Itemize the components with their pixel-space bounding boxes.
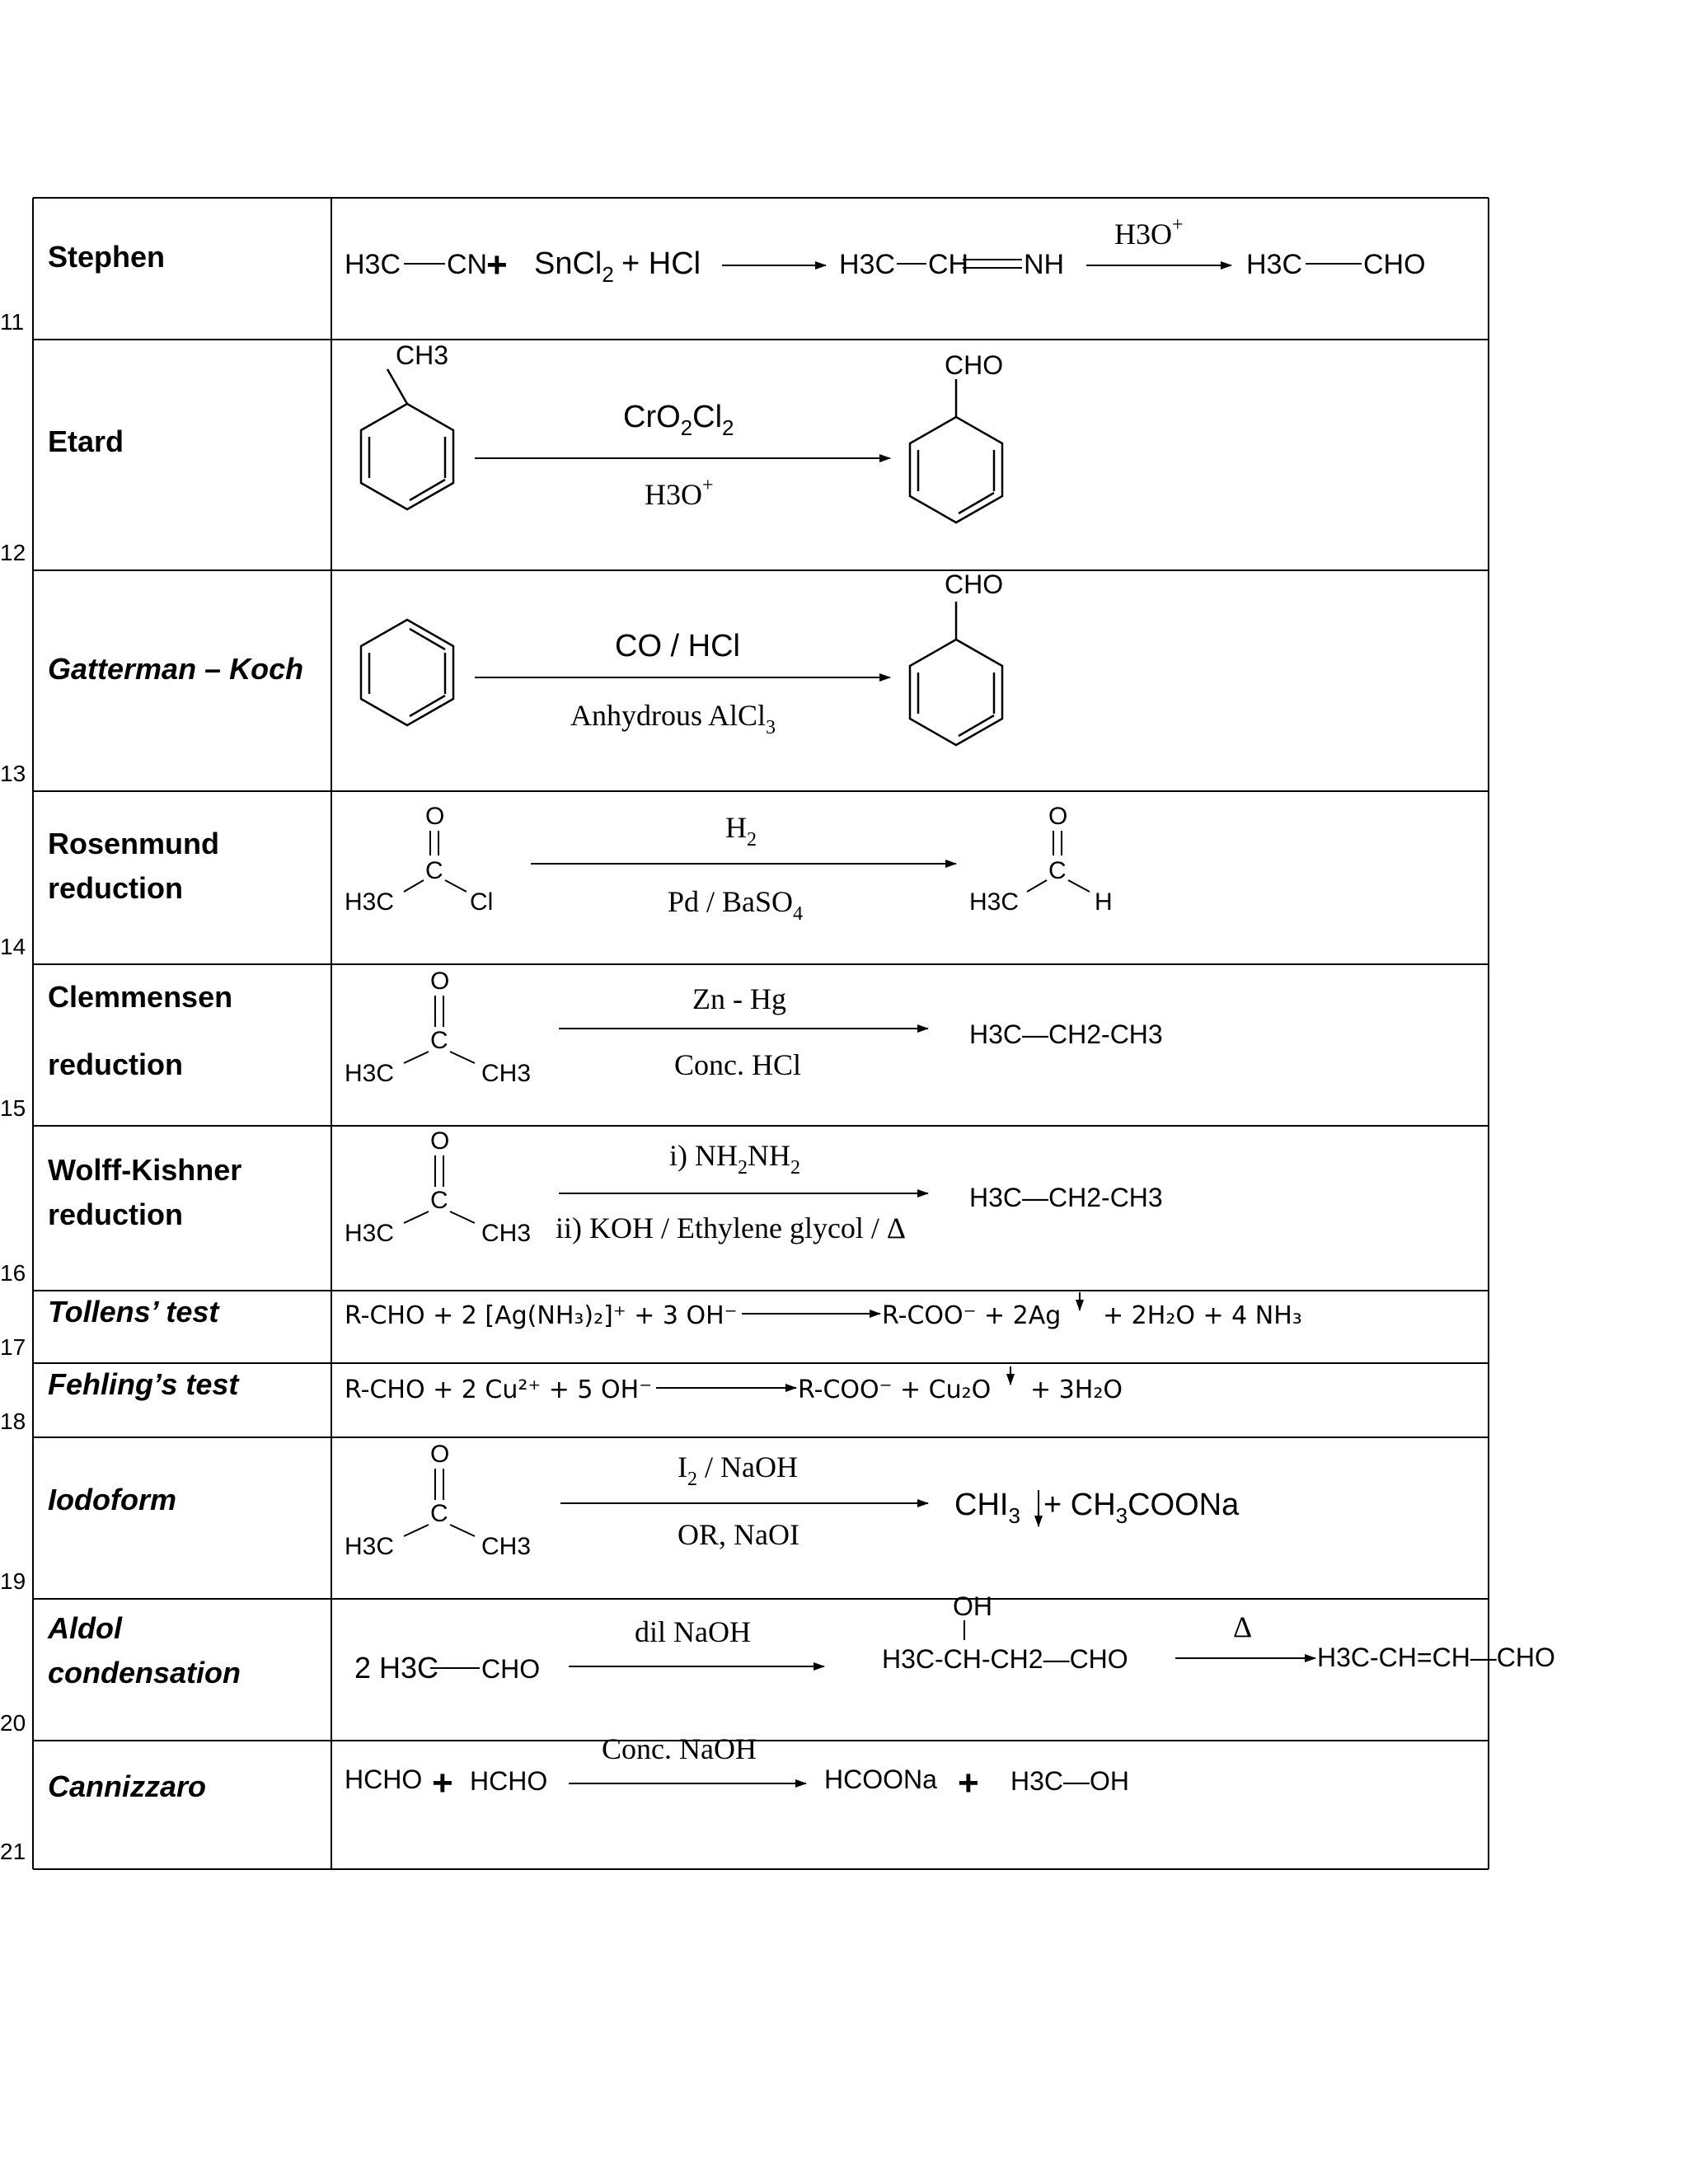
reagent: i) $NH_2NH_2$ bbox=[669, 1139, 800, 1179]
formula: H3C bbox=[345, 1220, 395, 1247]
formula: Cl bbox=[470, 888, 494, 916]
reaction-name: Wolff-Kishner bbox=[48, 1153, 242, 1187]
formula: H3C bbox=[345, 249, 401, 280]
row-number: 17 bbox=[0, 1334, 26, 1360]
formula: H bbox=[1095, 888, 1113, 916]
formula: CN bbox=[447, 249, 488, 280]
formula: H3C bbox=[1246, 249, 1303, 280]
reagent: CO / HCl bbox=[615, 629, 740, 663]
reaction-name: Tollens’ test bbox=[48, 1295, 219, 1329]
plus-sign: + bbox=[432, 1763, 453, 1803]
row-number: 21 bbox=[0, 1839, 26, 1864]
equation-clemmensen bbox=[345, 968, 1163, 1087]
reagent: Δ bbox=[1233, 1610, 1253, 1643]
substituent: CHO bbox=[945, 569, 1004, 599]
table-grid bbox=[33, 198, 1489, 1869]
reaction-name: Etard bbox=[48, 424, 124, 458]
reagent: Conc. NaOH bbox=[602, 1732, 757, 1765]
row-number: 16 bbox=[0, 1260, 26, 1286]
atom: C bbox=[430, 1500, 448, 1527]
reaction-name: reduction bbox=[48, 1047, 184, 1081]
formula: + 2H₂O + 4 NH₃ bbox=[1103, 1301, 1302, 1330]
row-number: 20 bbox=[0, 1710, 26, 1736]
row-number: 11 bbox=[0, 309, 25, 335]
equation-fehling bbox=[345, 1366, 1123, 1404]
equation-etard bbox=[361, 340, 1003, 523]
reaction-name: Fehling’s test bbox=[48, 1367, 239, 1401]
reaction-name: Rosenmund bbox=[48, 827, 220, 860]
product: H3C—CH2-CH3 bbox=[969, 1019, 1163, 1049]
atom: O bbox=[425, 803, 445, 830]
formula: H3C bbox=[839, 249, 896, 280]
formula: NH bbox=[1024, 249, 1065, 280]
equation-tollens bbox=[345, 1292, 1302, 1330]
reagent: OR, NaOI bbox=[678, 1518, 799, 1551]
product: + $CH_3COONa$ bbox=[1043, 1488, 1240, 1528]
equation-cannizzaro bbox=[345, 1732, 1129, 1803]
row-number: 13 bbox=[0, 761, 26, 786]
atom: O bbox=[430, 1441, 450, 1468]
substituent: CH3 bbox=[396, 340, 449, 370]
reaction-name: Stephen bbox=[48, 240, 166, 274]
equation-aldol bbox=[354, 1591, 1555, 1685]
row-number: 14 bbox=[0, 934, 26, 959]
formula: H3C bbox=[345, 1060, 395, 1087]
reagent: Anhydrous AlCl$_3$ bbox=[570, 699, 776, 738]
substituent: OH bbox=[953, 1591, 992, 1621]
reaction-name: Clemmensen bbox=[48, 980, 233, 1014]
formula: R-CHO + 2 [Ag(NH₃)₂]⁺ + 3 OH⁻ bbox=[345, 1301, 738, 1330]
formula: CH3 bbox=[481, 1060, 532, 1087]
reagent: $I_2$ / NaOH bbox=[678, 1451, 798, 1490]
formula: CHO bbox=[481, 1654, 541, 1684]
reagent: H3O+ bbox=[645, 475, 714, 511]
reagent: dil NaOH bbox=[635, 1615, 751, 1648]
atom: O bbox=[430, 1127, 450, 1155]
formula: + HCl bbox=[621, 246, 701, 281]
reagent: H3O+ bbox=[1114, 214, 1184, 251]
formula: CH3 bbox=[481, 1220, 532, 1247]
row-numbers bbox=[0, 309, 26, 1864]
formula: + 3H₂O bbox=[1030, 1376, 1123, 1404]
reaction-name: Gatterman – Koch bbox=[48, 652, 304, 686]
atom: C bbox=[430, 1027, 448, 1054]
equation-stephen bbox=[345, 214, 1426, 287]
atom: C bbox=[430, 1187, 448, 1214]
reagent: $H_2$ bbox=[725, 811, 757, 851]
plus-sign: + bbox=[958, 1763, 979, 1803]
formula: CHO bbox=[1363, 249, 1426, 280]
reaction-name: Aldol bbox=[48, 1611, 122, 1645]
reagent: ii) KOH / Ethylene glycol / Δ bbox=[556, 1212, 907, 1244]
reagent: $CrO_2Cl_2$ bbox=[623, 400, 734, 440]
product: $CHI_3$ bbox=[954, 1488, 1020, 1528]
formula: R-COO⁻ + 2Ag bbox=[882, 1301, 1062, 1330]
formula: H3C bbox=[345, 888, 395, 916]
plus-sign: + bbox=[486, 245, 508, 285]
reaction-names bbox=[47, 240, 303, 1803]
reaction-name: reduction bbox=[48, 1197, 184, 1231]
product: HCOONa bbox=[824, 1765, 937, 1794]
formula: H3C-CH-CH2—CHO bbox=[882, 1644, 1128, 1674]
formula: H3C bbox=[345, 1533, 395, 1560]
formula: HCHO bbox=[470, 1766, 548, 1796]
equation-iodoform bbox=[345, 1441, 1240, 1560]
formula: HCHO bbox=[345, 1765, 423, 1794]
formula: CH bbox=[928, 249, 969, 280]
atom: C bbox=[1048, 857, 1067, 884]
reaction-name: Iodoform bbox=[48, 1483, 176, 1516]
atom: C bbox=[425, 857, 443, 884]
formula: R-COO⁻ + Cu₂O bbox=[798, 1376, 992, 1404]
formula: R-CHO + 2 Cu²⁺ + 5 OH⁻ bbox=[345, 1376, 653, 1404]
atom: O bbox=[430, 968, 450, 995]
row-number: 19 bbox=[0, 1568, 26, 1594]
equation-gatterman-koch bbox=[361, 569, 1003, 745]
formula: H3C bbox=[969, 888, 1020, 916]
reagent: Conc. HCl bbox=[674, 1048, 802, 1081]
product: H3C—OH bbox=[1010, 1766, 1130, 1796]
reagent: Zn - Hg bbox=[692, 982, 786, 1015]
reaction-name: condensation bbox=[48, 1656, 241, 1690]
row-number: 12 bbox=[0, 540, 26, 565]
formula: 2 H3C bbox=[354, 1651, 439, 1685]
atom: O bbox=[1048, 803, 1068, 830]
product: H3C—CH2-CH3 bbox=[969, 1183, 1163, 1212]
formula: SnCl$_2$ bbox=[534, 246, 614, 287]
reaction-name: reduction bbox=[48, 871, 184, 905]
equation-wolff-kishner bbox=[345, 1127, 1163, 1247]
reaction-name: Cannizzaro bbox=[48, 1769, 207, 1803]
reagent: Pd / BaSO$_4$ bbox=[668, 885, 804, 925]
row-number: 18 bbox=[0, 1408, 26, 1434]
formula: CH3 bbox=[481, 1533, 532, 1560]
substituent: CHO bbox=[945, 350, 1004, 380]
row-number: 15 bbox=[0, 1095, 26, 1121]
equation-rosenmund bbox=[345, 803, 1113, 925]
product: H3C-CH=CH—CHO bbox=[1317, 1643, 1555, 1672]
